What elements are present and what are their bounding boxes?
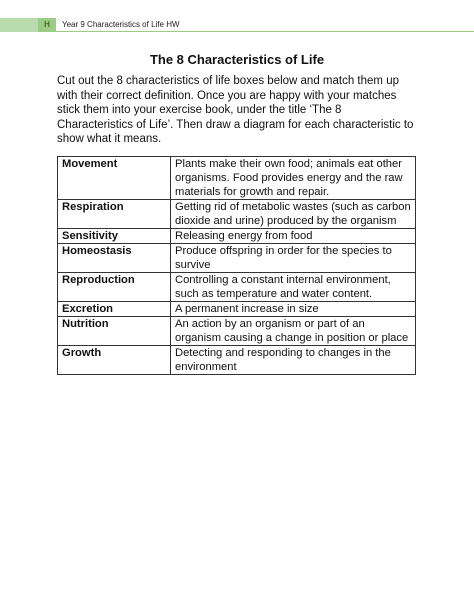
page-title: The 8 Characteristics of Life bbox=[149, 52, 325, 67]
header-title: Year 9 Characteristics of Life HW bbox=[62, 20, 180, 29]
table-row bbox=[58, 346, 416, 375]
definition-cell: Releasing energy from food bbox=[171, 229, 416, 244]
table-row bbox=[58, 317, 416, 346]
characteristics-table bbox=[57, 156, 416, 375]
definition-cell: Produce offspring in order for the species to survive bbox=[171, 244, 416, 273]
table-row bbox=[58, 229, 416, 244]
header-divider bbox=[56, 31, 474, 32]
header-badge: H bbox=[38, 18, 56, 32]
table-row bbox=[58, 200, 416, 229]
term-cell: Growth bbox=[58, 346, 171, 375]
definition-cell: Detecting and responding to changes in the environment bbox=[171, 346, 416, 375]
table-row bbox=[58, 273, 416, 302]
term-cell: Movement bbox=[58, 157, 171, 200]
term-cell: Homeostasis bbox=[58, 244, 171, 273]
term-cell: Nutrition bbox=[58, 317, 171, 346]
table-row bbox=[58, 244, 416, 273]
term-cell: Respiration bbox=[58, 200, 171, 229]
term-cell: Sensitivity bbox=[58, 229, 171, 244]
term-cell: Excretion bbox=[58, 302, 171, 317]
instructions-paragraph: Cut out the 8 characteristics of life boxes below and match them up with their correct definition. Once you are happy with your matches stick them into your exercise book, under the title ‘The 8 Characteristics of Life’. Then draw a diagram for each characteristic to show what it means. bbox=[57, 75, 414, 145]
table-row bbox=[58, 157, 416, 200]
definition-cell: Getting rid of metabolic wastes (such as carbon dioxide and urine) produced by the organism bbox=[171, 200, 416, 229]
definition-cell: An action by an organism or part of an organism causing a change in position or place bbox=[171, 317, 416, 346]
definition-cell: Controlling a constant internal environment, such as temperature and water content. bbox=[171, 273, 416, 302]
term-cell: Reproduction bbox=[58, 273, 171, 302]
table-row bbox=[58, 302, 416, 317]
definition-cell: Plants make their own food; animals eat other organisms. Food provides energy and the raw materials for growth and repair. bbox=[171, 157, 416, 200]
definition-cell: A permanent increase in size bbox=[171, 302, 416, 317]
page-header bbox=[0, 18, 474, 32]
header-color-strip bbox=[0, 18, 38, 32]
